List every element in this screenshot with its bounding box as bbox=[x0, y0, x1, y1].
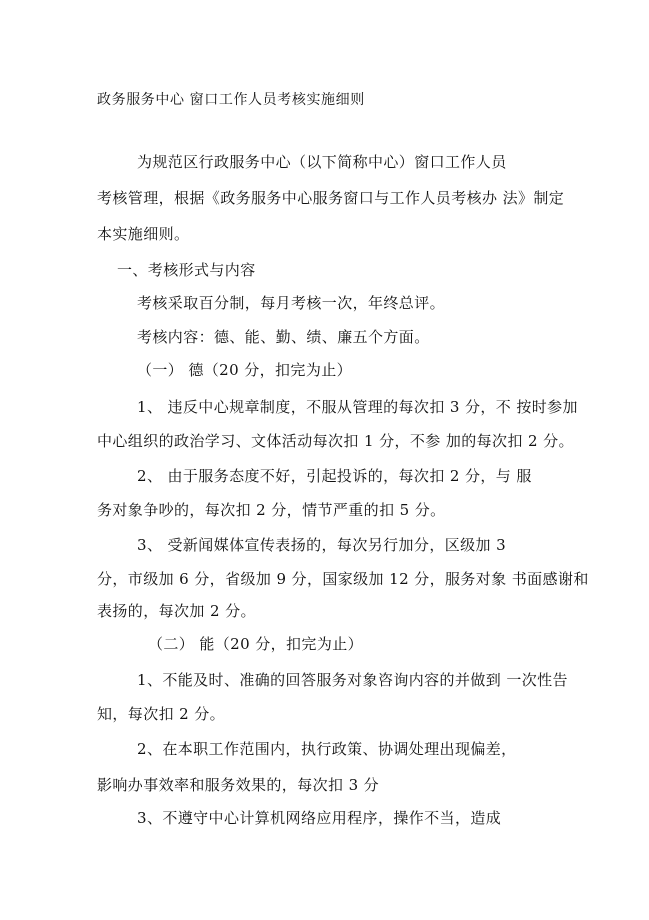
item-neng-2-line-1: 2、在本职工作范围内，执行政策、协调处理出现偏差， bbox=[137, 740, 517, 758]
item-neng-3-line-1: 3、不遵守中心计算机网络应用程序，操作不当，造成 bbox=[137, 809, 502, 827]
document-title: 政务服务中心 窗口工作人员考核实施细则 bbox=[97, 92, 365, 108]
item-de-1-line-1: 1、 违反中心规章制度，不服从管理的每次扣 3 分，不 按时参加 bbox=[137, 398, 578, 416]
item-de-3-line-1: 3、 受新闻媒体宣传表扬的，每次另行加分，区级加 3 bbox=[137, 536, 507, 554]
subsection-heading-neng: （二） 能（20 分，扣完为止） bbox=[148, 635, 364, 653]
paragraph-content: 考核内容：德、能、勤、绩、廉五个方面。 bbox=[137, 328, 430, 346]
item-de-3-line-2: 分，市级加 6 分，省级加 9 分，国家级加 12 分，服务对象 书面感谢和 bbox=[97, 570, 589, 588]
item-neng-2-line-2: 影响办事效率和服务效果的，每次扣 3 分 bbox=[97, 776, 380, 794]
paragraph-scoring: 考核采取百分制，每月考核一次，年终总评。 bbox=[137, 294, 446, 312]
intro-line-2: 考核管理，根据《政务服务中心服务窗口与工作人员考核办 法》制定 bbox=[97, 189, 565, 207]
item-neng-1-line-1: 1、不能及时、准确的回答服务对象咨询内容的并做到 一次性告 bbox=[137, 671, 568, 689]
section-heading-1: 一、考核形式与内容 bbox=[117, 261, 256, 279]
item-de-3-line-3: 表扬的，每次加 2 分。 bbox=[97, 602, 256, 620]
item-de-2-line-1: 2、 由于服务态度不好，引起投诉的，每次扣 2 分，与 服 bbox=[137, 467, 532, 485]
intro-line-1: 为规范区行政服务中心（以下简称中心）窗口工作人员 bbox=[137, 153, 507, 171]
subsection-heading-de: （一） 德（20 分，扣完为止） bbox=[137, 361, 353, 379]
item-neng-1-line-2: 知，每次扣 2 分。 bbox=[97, 705, 226, 723]
item-de-1-line-2: 中心组织的政治学习、文体活动每次扣 1 分，不参 加的每次扣 2 分。 bbox=[97, 432, 574, 450]
item-de-2-line-2: 务对象争吵的，每次扣 2 分，情节严重的扣 5 分。 bbox=[97, 501, 446, 519]
intro-line-3: 本实施细则。 bbox=[97, 225, 190, 243]
